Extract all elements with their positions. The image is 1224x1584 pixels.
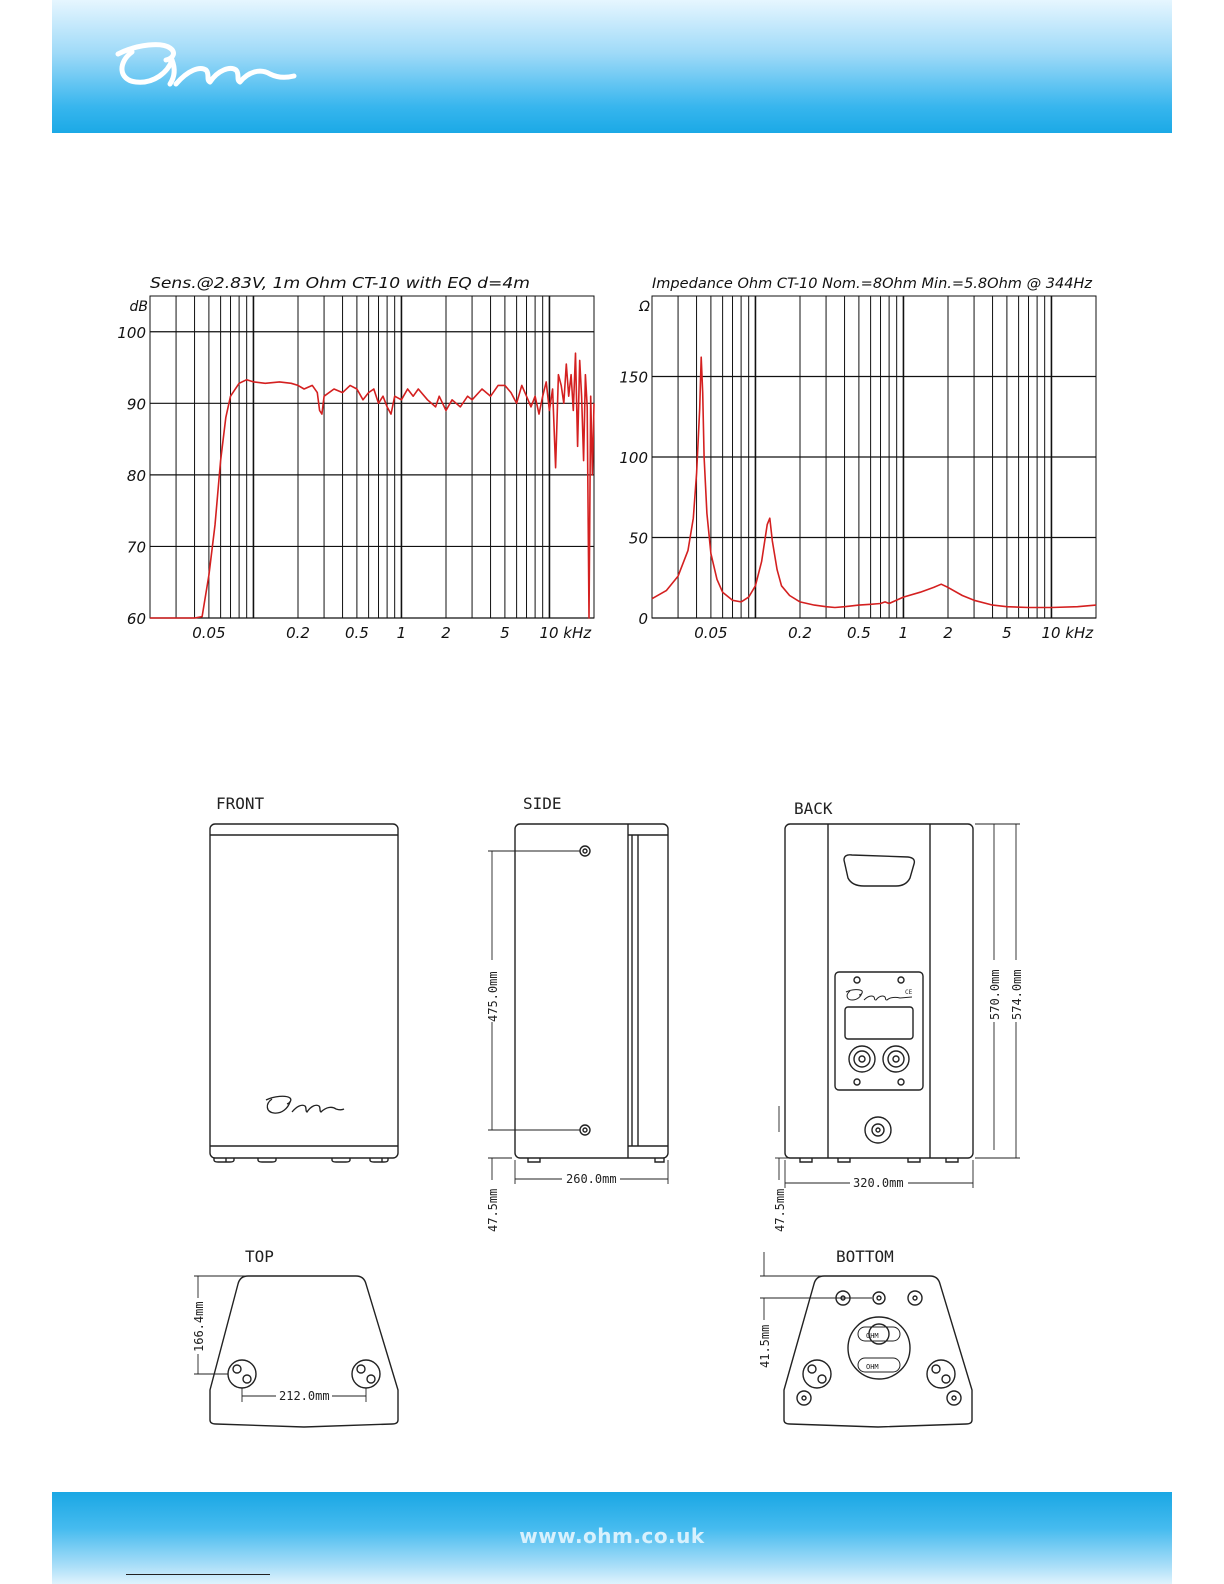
back-view <box>773 824 1024 1232</box>
top-label: TOP <box>245 1247 274 1266</box>
front-view <box>210 824 398 1162</box>
side-foot-dim: 47.5mm <box>486 1188 500 1232</box>
chart-title: Sens.@2.83V, 1m Ohm CT-10 with EQ d=4m <box>150 274 530 292</box>
x-tick-label: 1 <box>898 624 909 642</box>
svg-text:OHM: OHM <box>866 1332 879 1340</box>
x-tick-label: 2 <box>441 624 451 642</box>
back-width-dim: 320.0mm <box>853 1176 904 1190</box>
x-tick-label: 0.05 <box>694 624 728 642</box>
x-tick-label: 5 <box>1002 624 1012 642</box>
back-outer-height-dim: 574.0mm <box>1010 969 1024 1020</box>
x-tick-label: 10 kHz <box>539 624 592 642</box>
top-width-dim: 212.0mm <box>279 1389 330 1403</box>
y-tick-label: 60 <box>126 610 146 628</box>
x-tick-label: 10 kHz <box>1041 624 1094 642</box>
impedance-chart <box>610 270 1110 649</box>
x-tick-label: 0.2 <box>788 624 812 642</box>
x-tick-label: 0.5 <box>846 624 871 642</box>
frequency-response-chart <box>108 270 608 649</box>
series-line <box>150 353 594 618</box>
bottom-depth-dim: 41.5mm <box>758 1324 772 1368</box>
y-tick-label: 70 <box>126 538 146 557</box>
y-tick-label: 100 <box>619 449 648 467</box>
back-inner-height-dim: 570.0mm <box>988 969 1002 1020</box>
frequency-response-svg <box>108 270 608 645</box>
top-view <box>192 1276 398 1427</box>
x-tick-label: 5 <box>500 624 510 642</box>
front-label: FRONT <box>216 794 265 813</box>
y-tick-label: 0 <box>638 610 648 628</box>
bottom-label: BOTTOM <box>836 1247 894 1266</box>
back-foot-dim: 47.5mm <box>773 1188 787 1232</box>
impedance-svg <box>610 270 1110 645</box>
front-ohm-logo <box>266 1096 344 1113</box>
back-label: BACK <box>794 799 833 818</box>
side-view <box>486 824 668 1232</box>
footer-divider <box>126 1574 270 1575</box>
svg-text:CE: CE <box>905 989 913 996</box>
side-depth-dim: 260.0mm <box>566 1172 617 1186</box>
y-tick-label: 50 <box>628 529 648 548</box>
drawings-svg <box>0 760 1224 1460</box>
y-axis-label: dB <box>129 299 148 315</box>
chart-title: Impedance Ohm CT-10 Nom.=8Ohm Min.=5.8Ohm @ 344Hz <box>652 276 1093 292</box>
footer-url[interactable]: www.ohm.co.uk <box>519 1524 705 1548</box>
top-depth-dim: 166.4mm <box>192 1301 206 1352</box>
side-label: SIDE <box>523 794 562 813</box>
y-axis-label: Ω <box>639 299 650 315</box>
x-tick-label: 2 <box>943 624 953 642</box>
svg-text:OHM: OHM <box>866 1363 879 1371</box>
bottom-view <box>758 1252 972 1427</box>
technical-drawings <box>0 760 1224 1464</box>
y-tick-label: 100 <box>117 323 146 342</box>
y-tick-label: 80 <box>126 466 146 485</box>
x-tick-label: 0.5 <box>344 624 369 642</box>
x-tick-label: 0.2 <box>286 624 310 642</box>
x-tick-label: 1 <box>396 624 407 642</box>
chart-frame <box>150 296 594 618</box>
y-tick-label: 150 <box>619 368 648 387</box>
y-tick-label: 90 <box>126 395 146 414</box>
series-line <box>652 357 1096 607</box>
side-height-dim: 475.0mm <box>486 971 500 1022</box>
ohm-logo <box>110 40 300 92</box>
x-tick-label: 0.05 <box>192 624 226 642</box>
